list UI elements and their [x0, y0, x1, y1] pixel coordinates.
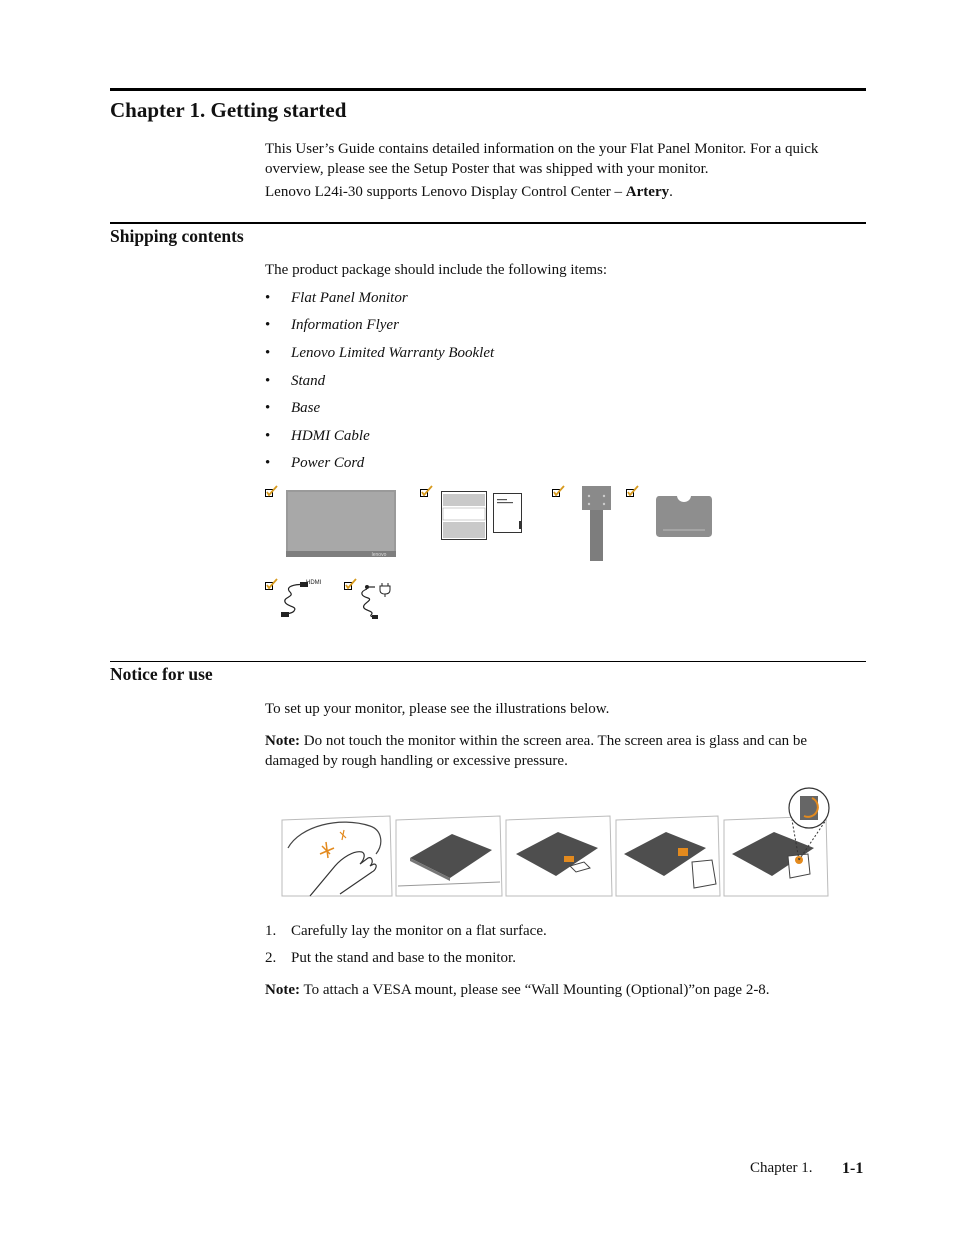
power-cord-illustration	[358, 578, 394, 622]
notice-heading: Notice for use	[110, 664, 213, 684]
shipping-heading: Shipping contents	[110, 226, 244, 246]
step-text: Put the stand and base to the monitor.	[291, 950, 516, 966]
checkbox-check-icon	[344, 579, 357, 591]
stand-illustration	[581, 486, 612, 561]
base-illustration	[655, 495, 713, 538]
bullet-icon: •	[265, 317, 271, 333]
checkbox-check-icon	[265, 579, 278, 591]
checkbox-check-icon	[626, 486, 639, 498]
list-item-text: Power Cord	[291, 455, 365, 471]
panel-attach-base	[616, 816, 720, 896]
list-item-text: Base	[291, 400, 321, 416]
step-number: 1.	[265, 923, 277, 939]
list-item-text: Flat Panel Monitor	[291, 290, 408, 306]
monitor-logo: lenovo	[371, 552, 387, 558]
notice-lead: To set up your monitor, please see the illustrations below.	[265, 701, 610, 717]
chapter-top-rule	[110, 88, 866, 91]
step-text: Carefully lay the monitor on a flat surface.	[291, 923, 547, 939]
list-item-text: HDMI Cable	[291, 428, 370, 444]
panel-monitor-face-down	[396, 816, 502, 896]
note-label: Note:	[265, 982, 300, 998]
bullet-icon: •	[265, 345, 271, 361]
checkbox-check-icon	[420, 486, 433, 498]
panel-hand-warning	[282, 816, 392, 896]
information-flyer-illustration	[441, 491, 487, 540]
notice-rule	[110, 661, 866, 662]
panel-tighten-screw	[724, 788, 829, 896]
warranty-booklet-illustration	[493, 493, 522, 533]
note-text: Do not touch the monitor within the screen area. The screen area is glass and can be damaged by rough handling or excessive pressure.	[265, 733, 808, 769]
step-number: 2.	[265, 950, 277, 966]
monitor-illustration	[286, 490, 396, 557]
bullet-icon: •	[265, 455, 271, 471]
shipping-rule	[110, 222, 866, 224]
panel-attach-stand	[506, 816, 612, 896]
list-item-text: Lenovo Limited Warranty Booklet	[291, 345, 495, 361]
artery-paragraph	[265, 182, 855, 202]
bullet-icon: •	[265, 290, 271, 306]
checkbox-check-icon	[552, 486, 565, 498]
hdmi-cable-illustration	[280, 577, 326, 619]
page-number: 1-1	[842, 1160, 864, 1177]
list-item-text: Stand	[291, 373, 326, 389]
checkbox-check-icon	[265, 486, 278, 498]
setup-illustration	[280, 786, 832, 898]
hdmi-label: HDMI	[306, 580, 322, 586]
intro-paragraph: This User’s Guide contains detailed information on the your Flat Panel Monitor. For a quick overview, please see the Setup Poster that was shipped with your monitor.	[265, 141, 819, 177]
chapter-title: Chapter 1. Getting started	[110, 98, 347, 122]
bullet-icon: •	[265, 373, 271, 389]
artery-text: Lenovo L24i-30 supports Lenovo Display Control Center –	[265, 184, 626, 200]
shipping-lead: The product package should include the following items:	[265, 262, 607, 278]
artery-suffix: .	[669, 184, 673, 200]
note-text: To attach a VESA mount, please see “Wall Mounting (Optional)”on page 2-8.	[299, 982, 770, 998]
artery-name: Artery	[625, 184, 670, 200]
note-label: Note:	[265, 733, 300, 749]
note-screen	[265, 731, 855, 771]
bullet-icon: •	[265, 428, 271, 444]
list-item-text: Information Flyer	[291, 317, 399, 333]
footer-chapter: Chapter 1.	[750, 1160, 813, 1176]
bullet-icon: •	[265, 400, 271, 416]
note-vesa	[265, 980, 855, 1000]
